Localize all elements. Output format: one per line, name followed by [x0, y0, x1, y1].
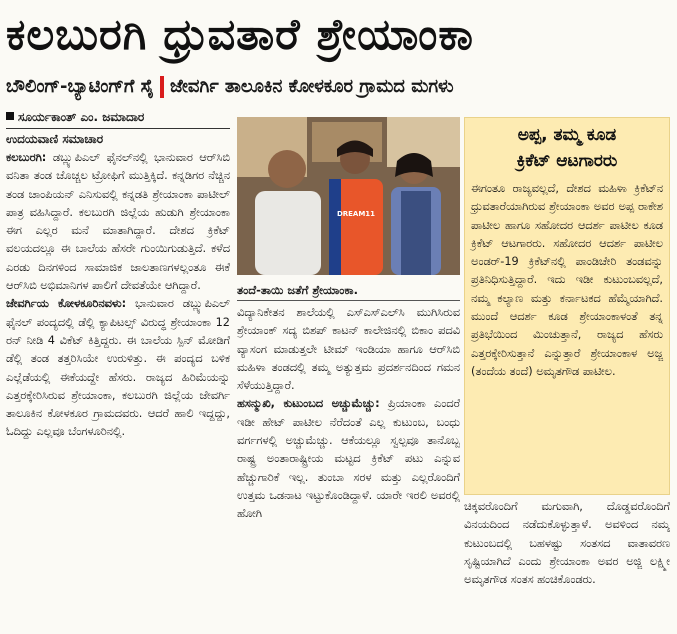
section2-heading: ಜೇವರ್ಗಿಯ ಕೋಳಕೂರಿನವಳು:: [6, 297, 127, 311]
byline-square-icon: [6, 112, 14, 120]
right-bottom-column: ಚಿಕ್ಕವರೊಂದಿಗೆ ಮಗುವಾಗಿ, ದೊಡ್ಡವರೊಂದಿಗೆ ವಿನಯದಿಂದ ನಡೆದುಕೊಳ್ಳುತ್ತಾಳೆ. ಅವಳಿಂದ ನಮ್ಮ ಕುಟುಂಬದಲ್ಲಿ ಬಹಳಷ್ಟು ಸಂತಸದ ವಾತಾವರಣ ಸೃಷ್ಟಿಯಾಗಿದೆ ಎಂದು ಶ್ರೇಯಾಂಕಾ ಅವರ ಅಜ್ಜಿ ಲಕ್ಷ್ಮೀ ಅಮೃತಗೌಡ ಸಂತಸ ಹಂಚಿಕೊಂಡರು.: [464, 500, 670, 587]
dateline: ಕಲಬುರಗಿ:: [6, 151, 47, 164]
byline-text: ಸೂರ್ಯಕಾಂತ್ ಎಂ. ಜಮಾದಾರ: [18, 110, 145, 124]
jersey-text: DREAM11: [336, 210, 376, 218]
byline: [6, 108, 230, 126]
subheadline-divider: [160, 76, 164, 98]
subheadline-right: ಜೇವರ್ಗಿ ತಾಲೂಕಿನ ಕೋಳಕೂರ ಗ್ರಾಮದ ಮಗಳು: [169, 76, 454, 97]
intro-paragraph: [6, 149, 230, 295]
agency: ಉದಯವಾಣಿ ಸಮಾಚಾರ: [6, 128, 230, 149]
middle-paragraph-2: [237, 395, 460, 523]
family-photo: [237, 117, 460, 275]
headline: ಕಲಬುರಗಿ ಧ್ರುವತಾರೆ ಶ್ರೇಯಾಂಕಾ: [6, 10, 474, 60]
box-body: ಈಗಂತೂ ರಾಜ್ಯವಲ್ಲದೆ, ದೇಶದ ಮಹಿಳಾ ಕ್ರಿಕೆಟ್‌ನ ಧ್ರುವತಾರೆಯಾಗಿರುವ ಶ್ರೇಯಾಂಕಾ ಅವರ ಅಪ್ಪ ರಾಕೇಶ ಪಾಟೀಲ ಹಾಗೂ ಸಹೋದರ ಆದರ್ಶ ಪಾಟೀಲ ಕೂಡ ಕ್ರಿಕೆಟ್ ಆಟಗಾರರು. ಸಹೋದರ ಆದರ್ಶ ಪಾಟೀಲ ಅಂಡರ್-19 ಕ್ರಿಕೆಟ್‌ನಲ್ಲಿ ಪಾಂಡಿಚೇರಿ ತಂಡವನ್ನು ಪ್ರತಿನಿಧಿಸುತ್ತಿದ್ದಾರೆ. ಇದು ಇಡೀ ಕುಟುಂಬವಲ್ಲದೆ, ನಮ್ಮ ಕಲ್ಯಾಣ ಮತ್ತು ಕರ್ನಾಟಕದ ಹೆಮ್ಮೆಯಾಗಿದೆ. ಮುಂದೆ ಆದರ್ಶ ಕೂಡ ಶ್ರೇಯಾಂಕಾಳಂತೆ ತನ್ನ ಪ್ರತಿಭೆಯಿಂದ ಮಿಂಚುತ್ತಾನೆ, ರಾಜ್ಯದ ಹೆಸರು ಎತ್ತರಕ್ಕೇರಿಸುತ್ತಾನೆ ಎನ್ನುತ್ತಾರೆ ಶ್ರೇಯಾಂಕಾಳ ಅಜ್ಜ (ತಂದೆಯ ತಂದೆ) ಅಮೃತಗೌಡ ಪಾಟೀಲ.: [471, 182, 663, 378]
sidebar-box: [464, 117, 670, 495]
subheadline-left: ಬೌಲಿಂಗ್-ಬ್ಯಾಟಿಂಗ್‌ಗೆ ಸೈ: [6, 76, 154, 97]
subheadline: [6, 70, 671, 104]
box-title-line-1: ಅಪ್ಪ, ತಮ್ಮ ಕೂಡ: [517, 125, 617, 145]
intro-text: ಡಬ್ಲ್ಯುಪಿಎಲ್ ಫೈನಲ್‌ನಲ್ಲಿ ಭಾನುವಾರ ಆರ್‌ಸಿಬಿ ವನಿತಾ ತಂಡ ಚೊಚ್ಚಲ ಟ್ರೋಫಿಗೆ ಮುತ್ತಿಕ್ಕಿದೆ. ಕನ್ನಡಿಗರ ನೆಚ್ಚಿನ ತಂಡ ಚಾಂಪಿಯನ್ ಎನಿಸುವಲ್ಲಿ ಕನ್ನಡತಿ ಶ್ರೇಯಾಂಕಾ ಪಾಟೀಲ್ ಪಾತ್ರ ವಹಿಸಿದ್ದಾರೆ. ಕಲಬುರಗಿ ಜಿಲ್ಲೆಯ ಹುಡುಗಿ ಶ್ರೇಯಾಂಕಾ ಈಗ ಎಲ್ಲರ ಮನೆ ಮಾತಾಗಿದ್ದಾರೆ. ದೇಶದ ಕ್ರಿಕೆಟ್ ವಲಯದಲ್ಲೂ ಈ ಬಾಲೆಯ ಹೆಸರೇ ಗುಂಯಿಗುಡುತ್ತಿದೆ. ಕಳೆದ ಎರಡು ದಿನಗಳಿಂದ ಸಾಮಾಜಿಕ ಜಾಲತಾಣಗಳಲ್ಲಂತೂ ಈಕೆ ಆರ್‌ಸಿಬಿ ಅಭಿಮಾನಿಗಳ ಪಾಲಿಗೆ ದೇವತೆಯೇ ಆಗಿದ್ದಾರೆ.: [6, 151, 230, 293]
middle-column: [237, 304, 460, 628]
middle-heading-2: ಹಸನ್ಮುಖಿ, ಕುಟುಂಬದ ಅಚ್ಚುಮೆಚ್ಚು:: [237, 397, 380, 411]
family-photo-illustration: [237, 117, 460, 275]
box-title-line-2: ಕ್ರಿಕೆಟ್ ಆಟಗಾರರು: [516, 151, 618, 171]
section2-text: ಭಾನುವಾರ ಡಬ್ಲ್ಯುಪಿಎಲ್ ಫೈನಲ್ ಪಂದ್ಯದಲ್ಲಿ ಡೆಲ್ಲಿ ಕ್ಯಾಪಿಟಲ್ಸ್ ವಿರುದ್ಧ ಶ್ರೇಯಾಂಕಾ 12 ರನ್ ನೀಡಿ 4 ವಿಕೆಟ್ ಕಿತ್ತಿದ್ದರು. ಈ ಬಾಲೆಯ ಸ್ಪಿನ್ ಮೋಡಿಗೆ ಡೆಲ್ಲಿ ತಂಡ ತತ್ತರಿಸಿಯೇ ಉರುಳಿತ್ತು. ಈ ಪಂದ್ಯದ ಬಳಿಕ ಎಲ್ಲೆಡೆಯಲ್ಲಿ ಈಕೆಯದ್ದೇ ಹೆಸರು. ರಾಜ್ಯದ ಹಿರಿಮೆಯನ್ನು ಎತ್ತರಕ್ಕೇರಿಸಿರುವ ಶ್ರೇಯಾಂಕಾ, ಕಲಬುರಗಿ ಜಿಲ್ಲೆಯ ಜೇವರ್ಗಿ ತಾಲೂಕಿನ ಕೋಳಕೂರ ಗ್ರಾಮದವರು. ಆದರೆ ಹಾಲಿ ಇದ್ದದ್ದು, ಓದಿದ್ದು ಎಲ್ಲವೂ ಬೆಂಗಳೂರಿನಲ್ಲಿ.: [6, 297, 230, 439]
middle-paragraph-1: ವಿದ್ಯಾನಿಕೇತನ ಶಾಲೆಯಲ್ಲಿ ಎಸ್‌ಎಸ್‌ಎಲ್‌ಸಿ ಮುಗಿಸಿರುವ ಶ್ರೇಯಾಂಕ್ ಸದ್ಯ ಬಿಶಪ್ ಕಾಟನ್ ಕಾಲೇಜಿನಲ್ಲಿ ಬಿಕಾಂ ಪದವಿ ವ್ಯಾಸಂಗ ಮಾಡುತ್ತಲೇ ಟೀಮ್ ಇಂಡಿಯಾ ಹಾಗೂ ಆರ್‌ಸಿಬಿ ಮಹಿಳಾ ತಂಡದಲ್ಲಿ ತಮ್ಮ ಅತ್ಯುತ್ತಮ ಪ್ರದರ್ಶನದಿಂದ ಗಮನ ಸೆಳೆಯುತ್ತಿದ್ದಾರೆ.: [237, 306, 460, 393]
middle-text-2: ಪ್ರಿಯಾಂಕಾ ಎಂದರೆ ಇಡೀ ಹೇಟ್ ಪಾಟೀಲ ನೆರೆದಂತೆ ಎಲ್ಲ ಕುಟುಂಬ, ಬಂಧು ವರ್ಗಗಳಲ್ಲಿ ಅಚ್ಚುಮೆಚ್ಚು. ಆಕೆಯಲ್ಲೂ ಸ್ವಲ್ಪವೂ ತಾನೊಬ್ಬ ರಾಷ್ಟ್ರ ಅಂತಾರಾಷ್ಟ್ರೀಯ ಮಟ್ಟದ ಕ್ರಿಕೆಟ್ ಪಟು ಎನ್ನುವ ಹೆಚ್ಚುಗಾರಿಕೆ ಇಲ್ಲ. ತುಂಬಾ ಸರಳ ಮತ್ತು ಎಲ್ಲರೊಂದಿಗೆ ಉತ್ತಮ ಒಡನಾಟ ಇಟ್ಟುಕೊಂಡಿದ್ದಾಳೆ. ಯಾರೇ ಇರಲಿ ಅವರಲ್ಲಿ ಹೋಗಿ: [237, 397, 460, 521]
left-column: [6, 108, 230, 628]
photo-caption: ತಂದೆ-ತಾಯಿ ಜತೆಗೆ ಶ್ರೇಯಾಂಕಾ.: [237, 280, 460, 301]
section2-paragraph: [6, 295, 230, 441]
